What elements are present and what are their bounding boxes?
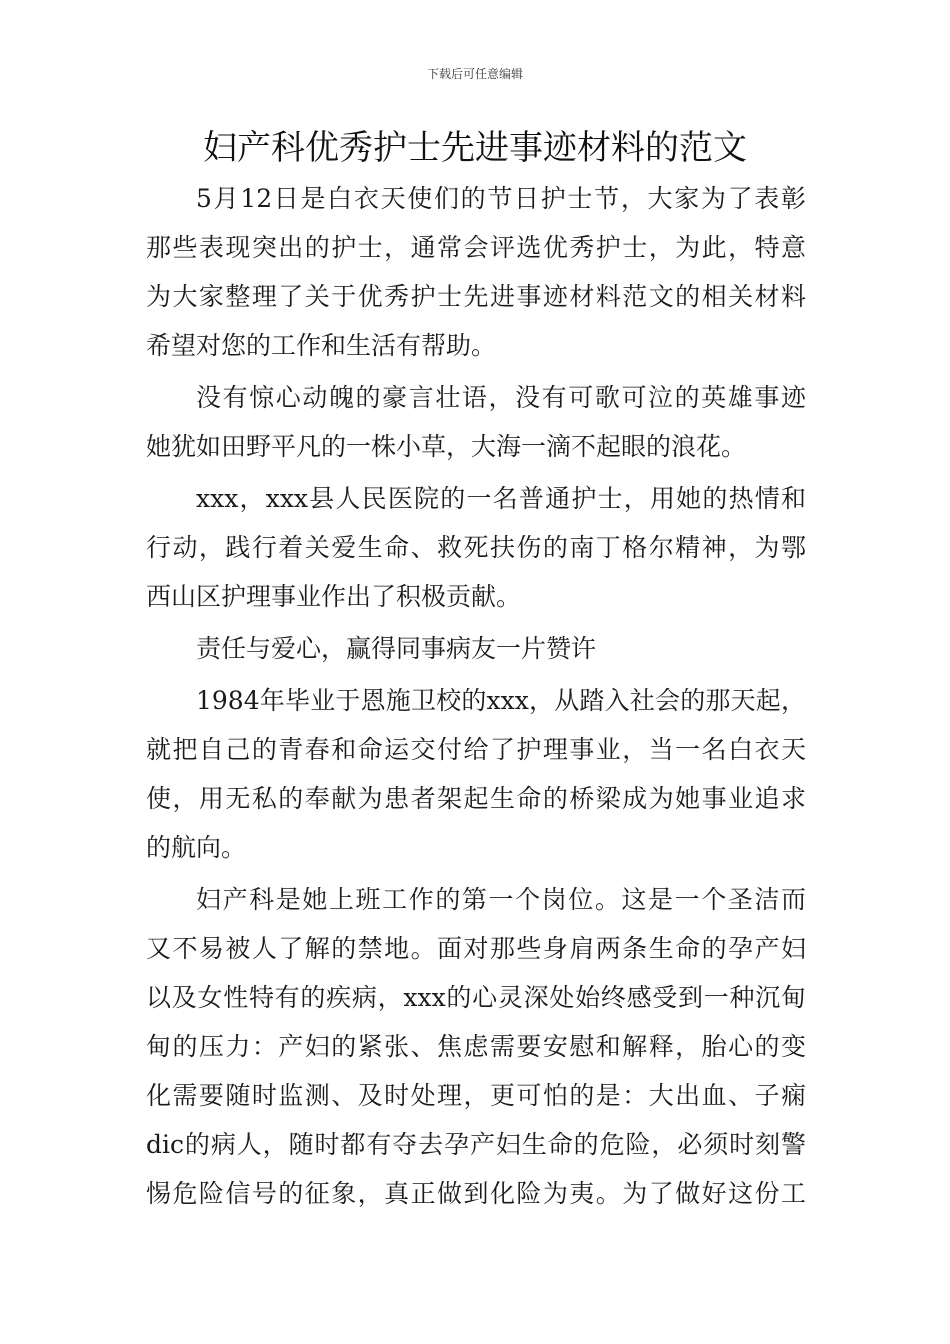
text-line: 惕危险信号的征象，真正做到化险为夷。为了做好这份工 bbox=[146, 1179, 806, 1208]
document-body bbox=[146, 174, 806, 1218]
page-title: 妇产科优秀护士先进事迹材料的范文 bbox=[203, 128, 747, 168]
text-line: 西山区护理事业作出了积极贡献。 bbox=[146, 582, 522, 611]
text-line: 1984年毕业于恩施卫校的xxx，从踏入社会的那天起， bbox=[196, 686, 806, 715]
text-line: 的航向。 bbox=[146, 833, 247, 862]
text-line: 使，用无私的奉献为患者架起生命的桥梁成为她事业追求 bbox=[146, 784, 806, 813]
text-line: 责任与爱心，赢得同事病友一片赞许 bbox=[196, 634, 597, 663]
paragraph bbox=[146, 676, 806, 872]
text-line: 她犹如田野平凡的一株小草，大海一滴不起眼的浪花。 bbox=[146, 432, 747, 461]
text-line: 行动，践行着关爱生命、救死扶伤的南丁格尔精神，为鄂 bbox=[146, 533, 806, 562]
text-line: 以及女性特有的疾病，xxx的心灵深处始终感受到一种沉甸 bbox=[146, 983, 806, 1012]
text-line: xxx，xxx县人民医院的一名普通护士，用她的热情和 bbox=[196, 484, 806, 513]
text-line: 没有惊心动魄的豪言壮语，没有可歌可泣的英雄事迹 bbox=[196, 383, 806, 412]
text-line: 那些表现突出的护士，通常会评选优秀护士，为此，特意 bbox=[146, 233, 806, 262]
text-line: 又不易被人了解的禁地。面对那些身肩两条生命的孕产妇 bbox=[146, 934, 806, 963]
paragraph bbox=[146, 373, 806, 471]
text-line: 甸的压力：产妇的紧张、焦虑需要安慰和解释，胎心的变 bbox=[146, 1032, 806, 1061]
text-line: 化需要随时监测、及时处理，更可怕的是：大出血、子痫 bbox=[146, 1081, 806, 1110]
text-line: 为大家整理了关于优秀护士先进事迹材料范文的相关材料 bbox=[146, 282, 806, 311]
text-line: 5月12日是白衣天使们的节日护士节，大家为了表彰 bbox=[196, 184, 806, 213]
paragraph bbox=[146, 875, 806, 1218]
text-line: 希望对您的工作和生活有帮助。 bbox=[146, 331, 497, 360]
paragraph bbox=[146, 624, 806, 673]
text-line: 妇产科是她上班工作的第一个岗位。这是一个圣洁而 bbox=[196, 885, 806, 914]
paragraph bbox=[146, 174, 806, 370]
text-line: dic的病人，随时都有夺去孕产妇生命的危险，必须时刻警 bbox=[146, 1130, 806, 1159]
paragraph bbox=[146, 474, 806, 621]
header-note: 下载后可任意编辑 bbox=[426, 67, 523, 81]
text-line: 就把自己的青春和命运交付给了护理事业，当一名白衣天 bbox=[146, 735, 806, 764]
